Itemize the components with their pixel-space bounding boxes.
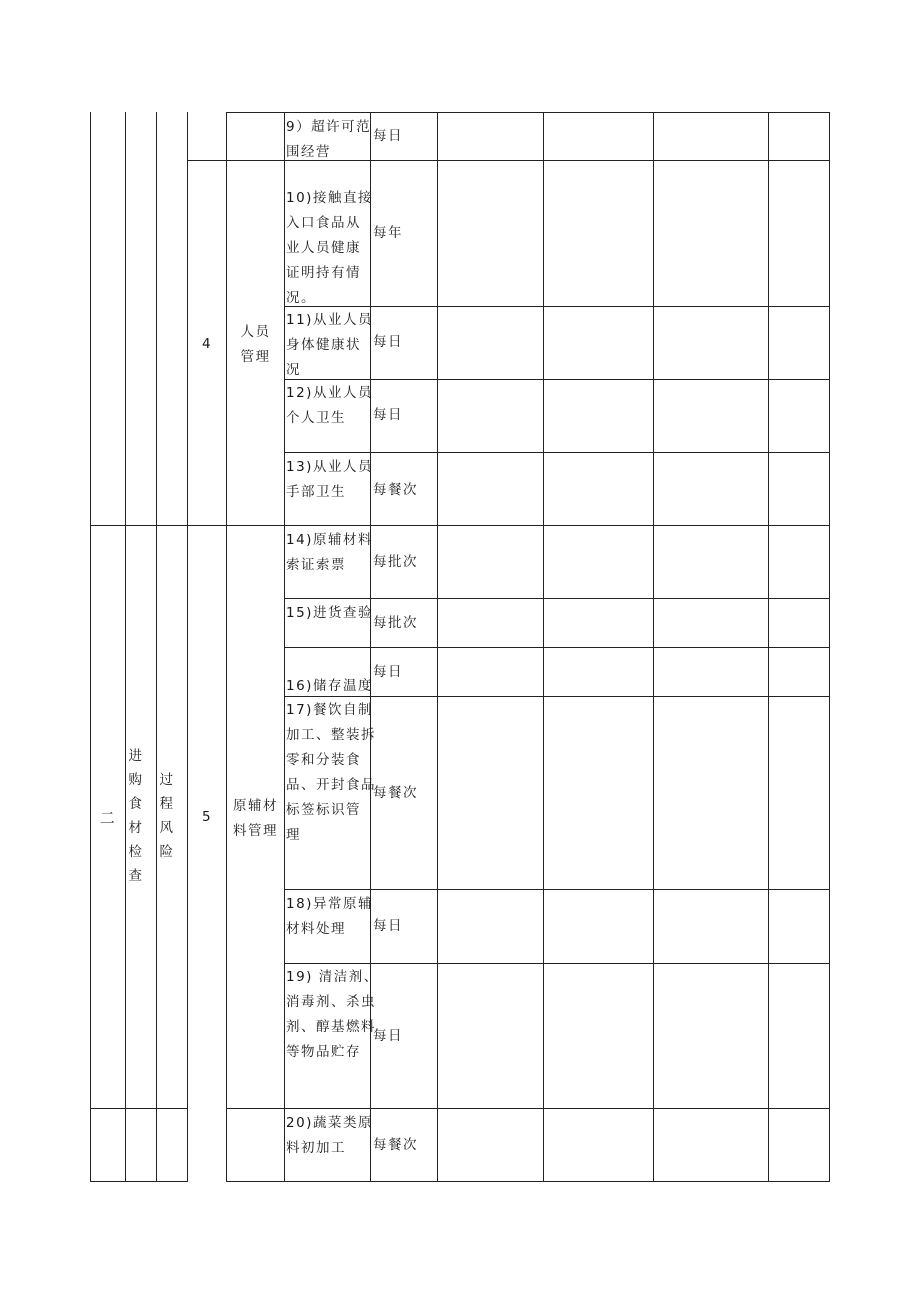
table-rule: [653, 112, 654, 1182]
table-rule: [284, 112, 285, 1182]
group-number: 4: [201, 336, 213, 352]
table-rule: [284, 889, 830, 890]
table-rule: [226, 112, 830, 113]
item-frequency: 每餐次: [373, 785, 418, 801]
item-description: 14)原辅材料 索证索票: [286, 532, 373, 573]
section-risk-type: 过程风险: [159, 772, 175, 860]
item-frequency: 每日: [373, 918, 403, 934]
table-rule: [768, 112, 769, 1182]
item-description: 18)异常原辅 材料处理: [286, 896, 373, 937]
item-description: 9）超许可范 围经营: [286, 119, 372, 160]
item-frequency: 每日: [373, 664, 403, 680]
table-rule: [90, 1108, 187, 1109]
table-rule: [187, 112, 188, 1182]
table-rule: [226, 1108, 830, 1109]
table-rule: [284, 647, 830, 648]
table-rule: [226, 112, 227, 1182]
item-description: 12)从业人员 个人卫生: [286, 385, 373, 426]
table-rule: [437, 112, 438, 1182]
table-rule: [829, 112, 830, 1182]
group-name: 原辅材 料管理: [233, 798, 278, 839]
table-rule: [543, 112, 544, 1182]
item-description: 17)餐饮自制 加工、整装拆 零和分装食 品、开封食品 标签标识管 理: [286, 702, 376, 843]
section-category: 进购食材检查: [128, 748, 144, 884]
group-name: 人员 管理: [240, 324, 271, 365]
item-frequency: 每日: [373, 407, 403, 423]
table-rule: [284, 452, 830, 453]
item-description: 13)从业人员 手部卫生: [286, 459, 373, 500]
section-number: 二: [99, 809, 117, 827]
item-description: 19) 清洁剂、 消毒剂、杀虫 剂、醇基燃料 等物品贮存: [286, 969, 379, 1060]
table-rule: [284, 963, 830, 964]
item-frequency: 每日: [373, 128, 403, 144]
table-rule: [125, 112, 126, 1182]
item-frequency: 每日: [373, 1028, 403, 1044]
item-frequency: 每年: [373, 225, 403, 241]
item-description: 20)蔬菜类原 料初加工: [286, 1115, 373, 1156]
item-frequency: 每批次: [373, 615, 418, 631]
item-frequency: 每餐次: [373, 1137, 418, 1153]
table-rule: [90, 525, 830, 526]
item-description: 15)进货查验: [286, 605, 373, 621]
table-rule: [226, 1181, 830, 1182]
table-rule: [156, 112, 157, 1182]
item-description: 16)储存温度: [286, 678, 373, 694]
table-rule: [90, 1181, 187, 1182]
item-frequency: 每日: [373, 334, 403, 350]
item-frequency: 每批次: [373, 554, 418, 570]
item-frequency: 每餐次: [373, 482, 418, 498]
group-number: 5: [201, 809, 213, 825]
table-rule: [90, 112, 91, 1182]
item-description: 11)从业人员 身体健康状 况: [286, 312, 373, 378]
item-description: 10)接触直接 入口食品从 业人员健康 证明持有情 况。: [286, 190, 373, 306]
table-rule: [284, 598, 830, 599]
